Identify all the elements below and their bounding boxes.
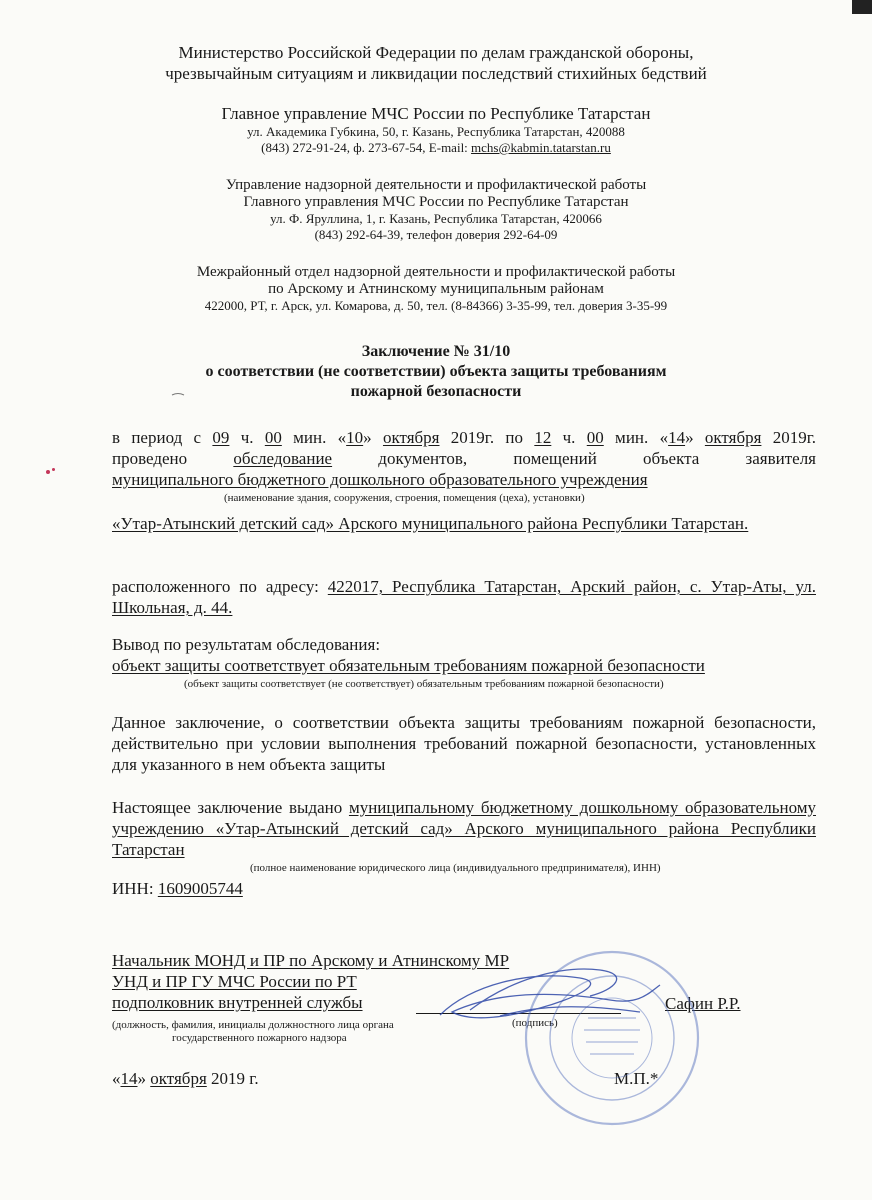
issued-caption: (полное наименование юридического лица (индивидуального предпринимателя), ИНН) [250, 862, 661, 874]
main-department-contacts: (843) 272-91-24, ф. 273-67-54, E-mail: mchs@kabmin.tatarstan.ru [261, 140, 611, 155]
conclusion-caption: (объект защиты соответствует (не соответствует) обязательным требованиям пожарной безопасности) [184, 678, 664, 690]
office-block: Межрайонный отдел надзорной деятельности и профилактической работы по Арскому и Атнинскому муниципальным районам 422000, РТ, г. Арск, ул. Комарова, д. 50, тел. (8-84366) 3-35-99, тел. доверия 3-35-99 [0, 264, 872, 314]
main-department-name: Главное управление МЧС России по Республике Татарстан [221, 104, 651, 123]
position-caption: (должность, фамилия, инициалы должностного лица органа [112, 1019, 394, 1031]
directorate-block: Управление надзорной деятельности и профилактической работы Главного управления МЧС России по Республике Татарстан ул. Ф. Яруллина, 1, г. Казань, Республика Татарстан, 420066 (843) 292-64-39, телефон доверия 292-64-09 [0, 177, 872, 243]
office-contacts: 422000, РТ, г. Арск, ул. Комарова, д. 50, тел. (8-84366) 3-35-99, тел. доверия 3-35-99 [204, 298, 668, 313]
signer-name: Сафин Р.Р. [665, 994, 741, 1013]
directorate-phones: (843) 292-64-39, телефон доверия 292-64-09 [314, 227, 558, 242]
validity-text: Данное заключение, о соответствии объекта защиты требованиям пожарной безопасности, действительно при условии выполнения требований пожарной безопасности, установленных для указанного в нем объекта защиты [112, 713, 816, 774]
inspection-period: в период с 09 ч. 00 мин. «10» октября 2019г. по 12 ч. 00 мин. «14» октября 2019г. [112, 428, 817, 447]
object-name: «Утар-Атынский детский сад» Арского муниципального района Республики Татарстан. [112, 514, 749, 533]
page-corner-mark [852, 0, 872, 14]
conclusion-value: объект защиты соответствует обязательным требованиям пожарной безопасности [112, 656, 705, 675]
seal-placeholder-label: М.П.* [614, 1069, 659, 1088]
signature-caption: (подпись) [512, 1017, 558, 1029]
inn: ИНН: 1609005744 [112, 879, 243, 898]
paper-speck [52, 468, 55, 471]
signer-position: Начальник МОНД и ПР по Арскому и Атнинскому МР УНД и ПР ГУ МЧС России по РТ подполковник внутренней службы [112, 951, 510, 1012]
object-type: муниципального бюджетного дошкольного образовательного учреждения [112, 470, 648, 489]
issue-date: «14» октября 2019 г. [112, 1069, 259, 1088]
object-address: расположенного по адресу: 422017, Республика Татарстан, Арский район, с. Утар-Аты, ул. Школьная, д. 44. [112, 577, 816, 617]
position-caption-2: государственного пожарного надзора [172, 1032, 347, 1044]
handwritten-signature [440, 969, 660, 1018]
conclusion-label: Вывод по результатам обследования: [112, 635, 381, 654]
main-department-address: ул. Академика Губкина, 50, г. Казань, Республика Татарстан, 420088 [247, 124, 625, 139]
email-link[interactable]: mchs@kabmin.tatarstan.ru [471, 140, 611, 155]
inspection-type-line: проведено обследование документов, помещений объекта заявителя [112, 449, 816, 468]
paper-speck [46, 470, 50, 474]
issued-to: Настоящее заключение выдано муниципальному бюджетному дошкольному образовательному учреждению «Утар-Атынский детский сад» Арского муниципального района Республики Татарстан [112, 798, 816, 859]
document-title: Заключение № 31/10 о соответствии (не соответствии) объекта защиты требованиям пожарной безопасности [205, 343, 667, 400]
official-stamp [526, 952, 698, 1124]
directorate-address: ул. Ф. Яруллина, 1, г. Казань, Республика Татарстан, 420066 [270, 211, 602, 226]
speck-mark [172, 394, 184, 396]
object-caption: (наименование здания, сооружения, строения, помещения (цеха), установки) [224, 492, 585, 504]
ministry-name: Министерство Российской Федерации по делам гражданской обороны, чрезвычайным ситуациям и ликвидации последствий стихийных бедствий [165, 43, 707, 83]
